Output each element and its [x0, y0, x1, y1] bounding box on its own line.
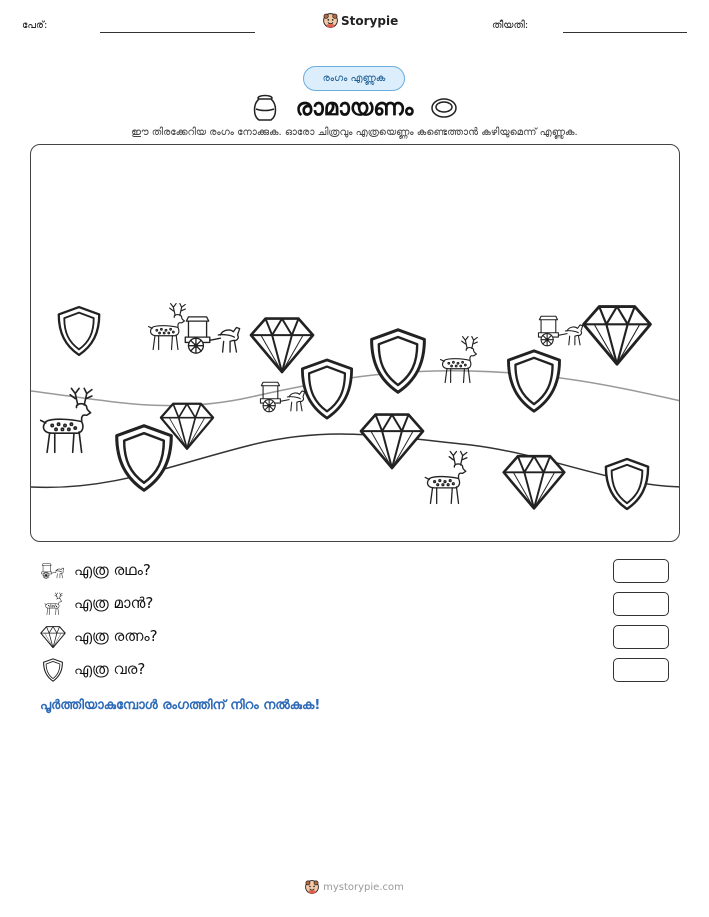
name-label: പേര്:	[22, 20, 48, 31]
pot-icon	[250, 93, 280, 123]
date-label: തീയതി:	[492, 20, 529, 31]
date-field[interactable]	[563, 32, 687, 33]
question-row-deer	[40, 590, 680, 620]
shield-icon	[606, 459, 648, 509]
counting-scene	[30, 144, 680, 542]
back-hill-line	[31, 371, 680, 406]
deer-icon	[40, 592, 66, 616]
shield-icon	[302, 360, 351, 418]
answer-box-shield[interactable]	[613, 658, 669, 682]
question-row-gem	[40, 623, 680, 653]
question-text: എത്ര രത്നം?	[74, 627, 158, 645]
logo-text: Storypie	[341, 13, 399, 28]
answer-box-gem[interactable]	[613, 625, 669, 649]
activity-badge: രംഗം എണ്ണുക	[303, 66, 405, 91]
footer-site: mystorypie.com	[323, 881, 404, 893]
gem-icon	[361, 415, 423, 468]
chariot-icon	[538, 316, 582, 345]
chariot-icon	[185, 317, 239, 353]
deer-icon	[425, 451, 467, 503]
deer-icon	[441, 337, 478, 383]
gem-icon	[251, 319, 313, 372]
name-field[interactable]	[100, 32, 255, 33]
ring-icon	[429, 93, 459, 123]
shield-icon	[117, 426, 172, 490]
storypie-mascot-icon	[305, 880, 319, 894]
worksheet-header	[0, 0, 709, 50]
instruction-text: ഈ തിരക്കേറിയ രംഗം നോക്കുക. ഓരോ ചിത്രവും എത്രയെണ്ണം കണ്ടെത്താൻ കഴിയുമെന്ന് എണ്ണുക.	[131, 127, 578, 138]
shield-icon	[372, 330, 425, 392]
answer-box-chariot[interactable]	[613, 559, 669, 583]
shield-icon	[40, 658, 66, 682]
page-footer	[0, 880, 709, 894]
question-row-shield	[40, 656, 680, 686]
question-text: എത്ര മാൻ?	[74, 594, 154, 612]
title-row	[0, 91, 709, 125]
gem-icon	[504, 456, 565, 508]
storypie-mascot-icon	[323, 13, 338, 28]
color-instruction: പൂർത്തിയാകുമ്പോൾ രംഗത്തിന് നിറം നൽകുക!	[40, 698, 321, 713]
scene-drawing	[31, 145, 680, 542]
shield-icon	[59, 307, 99, 355]
chariot-icon	[40, 559, 66, 583]
question-row-chariot	[40, 557, 680, 587]
shield-icon	[508, 351, 559, 411]
question-text: എത്ര വര?	[74, 660, 146, 678]
gem-icon	[584, 307, 651, 365]
deer-icon	[149, 304, 186, 350]
gem-icon	[40, 625, 66, 649]
question-text: എത്ര രഥം?	[74, 561, 151, 579]
page-title: രാമായണം	[295, 95, 414, 121]
answer-box-deer[interactable]	[613, 592, 669, 616]
storypie-logo	[323, 13, 398, 28]
